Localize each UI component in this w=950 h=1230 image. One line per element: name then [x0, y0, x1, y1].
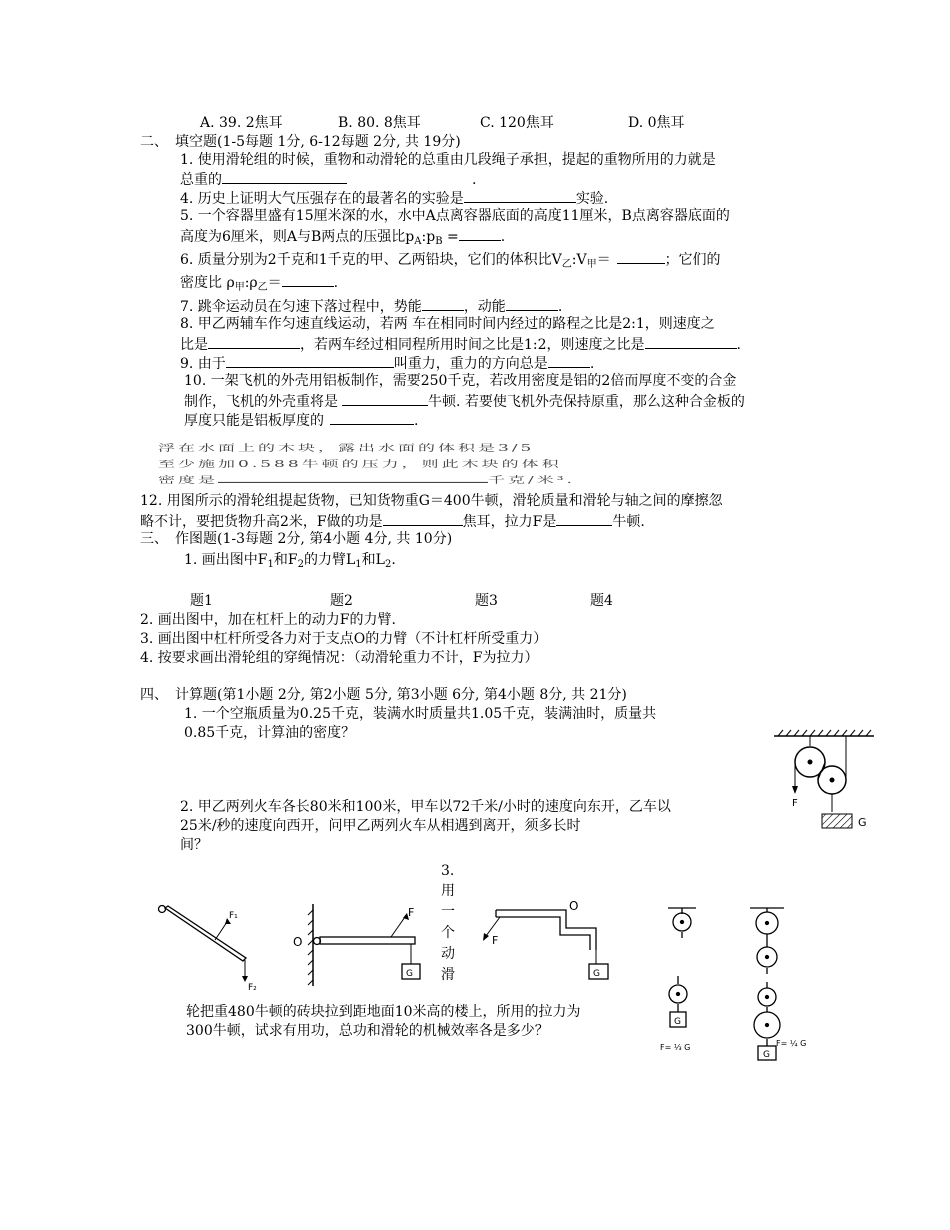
figure-label-2: 题2: [330, 593, 353, 609]
figure-f-quarter-label: F= ¼ G: [776, 1039, 807, 1048]
figure-force-label-3: F: [492, 934, 499, 947]
q2-11-line1: 浮在水面上的木块，露出水面的体积是3/5: [158, 442, 535, 454]
q4-3-vertical-6: 滑: [441, 967, 455, 983]
choice-a: A. 39. 2焦耳: [200, 115, 283, 131]
figure-f2-label: F₂: [248, 983, 257, 993]
figure-pivot-label: O: [293, 935, 303, 949]
q4-1-line1: 1. 一个空瓶质量为0.25千克，装满水时质量共1.05千克，装满油时，质量共: [184, 706, 657, 722]
section4-title: 四、 计算题(第1小题 2分, 第2小题 5分, 第3小题 6分, 第4小题 8分, 共 21分): [140, 687, 627, 703]
q4-3-vertical-4: 个: [441, 925, 455, 941]
section2-title: 二、 填空题(1-5每题 1分, 6-12每题 2分, 共 19分): [140, 134, 461, 150]
figure-weight-label-4a: G: [674, 1017, 681, 1027]
figure-force-label-2: F: [408, 906, 415, 919]
q4-3-line2: 300牛顿，试求有用功，总功和滑轮的机械效率各是多少？: [186, 1023, 549, 1039]
q4-2-line3: 间？: [180, 837, 208, 853]
figure-weight-label-2: G: [406, 969, 413, 979]
q2-7: 7. 跳伞运动员在匀速下落过程中，势能 ，动能 .: [180, 299, 563, 315]
figure-force-label: F: [792, 798, 798, 809]
q2-4: 4. 历史上证明大气压强存在的最著名的实验是 实验.: [180, 191, 609, 207]
q4-1-line2: 0.85千克，计算油的密度？: [184, 725, 356, 741]
q2-5-line2: 高度为6厘米，则A与B两点的压强比$p_A:p_B$ = .: [180, 229, 506, 247]
figure-weight-label: G: [858, 816, 867, 829]
figure-weight-label-3: G: [593, 969, 600, 979]
q4-3-vertical-5: 动: [441, 946, 455, 962]
pulley-set-figure: [650, 902, 807, 1072]
q4-3-vertical-1: 3.: [441, 863, 455, 879]
figure-label-3: 题3: [475, 593, 498, 609]
q2-6-line1: 6. 质量分别为2千克和1千克的甲、乙两铅块，它们的体积比$V_乙:V_甲=$ ；它们的: [180, 252, 721, 270]
lever-figure-3: [478, 898, 628, 986]
choice-c: C. 120焦耳: [480, 115, 554, 131]
figure-f-third-label: F= ⅓ G: [660, 1043, 691, 1052]
q2-8-line2: 比是 ，若两车经过相同程所用时间之比是1:2，则速度之比是 .: [180, 337, 741, 353]
choice-b: B. 80. 8焦耳: [338, 115, 421, 131]
q2-11-line3: 密度是 千克/米³.: [158, 474, 575, 486]
q2-5-line1: 5. 一个容器里盛有15厘米深的水，水中A点离容器底面的高度11厘米，B点离容器底面的: [180, 208, 730, 224]
q3-4: 4. 按要求画出滑轮组的穿绳情况：（动滑轮重力不计，F为拉力）: [140, 650, 539, 666]
figure-pivot-label-3: O: [569, 899, 579, 913]
q4-3-vertical-2: 用: [441, 883, 455, 899]
pulley-system-figure: [770, 728, 880, 843]
q2-6-line2: 密度比 $\rho_甲:\rho_乙=$ .: [180, 275, 339, 293]
choice-d: D. 0焦耳: [628, 115, 685, 131]
figure-weight-label-4b: G: [763, 1050, 770, 1060]
lever-figure-2: [293, 900, 423, 990]
q2-10-line2: 制作，飞机的外壳重将是 牛顿. 若要使飞机外壳保持原重，那么这种合金板的: [184, 394, 745, 410]
q2-10-line1: 10. 一架飞机的外壳用铝板制作，需要250千克，若改用密度是铝的2倍而厚度不变的合金: [184, 373, 737, 389]
q3-2: 2. 画出图中，加在杠杆上的动力F的力臂.: [140, 612, 396, 628]
q4-2-line1: 2. 甲乙两列火车各长80米和100米，甲车以72千米/小时的速度向东开，乙车以: [180, 799, 671, 815]
figure-label-1: 题1: [190, 593, 213, 609]
q2-1-line1: 1. 使用滑轮组的时候，重物和动滑轮的总重由几段绳子承担，提起的重物所用的力就是: [180, 152, 716, 168]
q2-12-line2: 略不计，要把货物升高2米，F做的功是 焦耳，拉力F是 牛顿.: [140, 514, 645, 530]
q2-9: 9. 由于 叫重力，重力的方向总是 .: [180, 356, 595, 372]
q3-1: 1. 画出图中$F_1$和$F_2$的力臂$L_1$和$L_2$.: [184, 552, 396, 570]
figure-f1-label: F₁: [229, 911, 238, 921]
q2-1-line2: 总重的 .: [180, 172, 477, 188]
lever-figure-1: [155, 900, 255, 995]
q2-12-line1: 12. 用图所示的滑轮组提起货物，已知货物重G＝400牛顿，滑轮质量和滑轮与轴之间的摩擦忽: [140, 493, 723, 509]
q2-11-line2: 至少施加0.588牛顿的压力，则此木块的体积: [158, 458, 562, 470]
q4-3-line1: 轮把重480牛顿的砖块拉到距地面10米高的楼上，所用的拉力为: [186, 1004, 581, 1020]
q4-3-vertical-3: 一: [441, 904, 455, 920]
q4-2-line2: 25米/秒的速度向西开，问甲乙两列火车从相遇到离开，须多长时: [180, 818, 581, 834]
q2-10-line3: 厚度只能是铝板厚度的 .: [184, 413, 419, 429]
q3-3: 3. 画出图中杠杆所受各力对于支点O的力臂（不计杠杆所受重力）: [140, 631, 548, 647]
figure-label-4: 题4: [590, 593, 613, 609]
section3-title: 三、 作图题(1-3每题 2分, 第4小题 4分, 共 10分): [140, 531, 453, 547]
q2-8-line1: 8. 甲乙两辅车作匀速直线运动，若两 车在相同时间内经过的路程之比是2:1，则速度之: [180, 316, 715, 332]
